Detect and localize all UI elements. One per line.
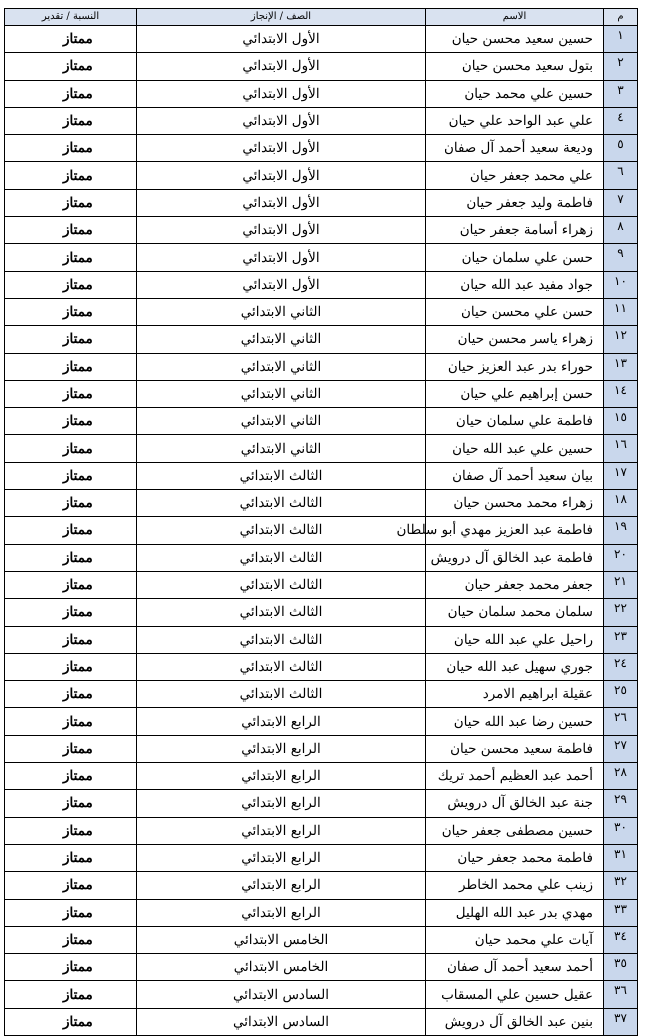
- table-row: [5, 954, 638, 981]
- grade-level: الرابع الابتدائي: [137, 790, 426, 817]
- row-number: ٢٤: [604, 653, 638, 680]
- table-row: [5, 408, 638, 435]
- rating: ممتاز: [5, 271, 137, 298]
- table-body: [5, 26, 638, 1036]
- student-name: حسين رضا عبد الله حيان: [426, 708, 604, 735]
- grade-level: الأول الابتدائي: [137, 135, 426, 162]
- row-number: ١٣: [604, 353, 638, 380]
- row-number: ٣٥: [604, 954, 638, 981]
- table-row: [5, 298, 638, 325]
- students-table: [4, 8, 638, 1036]
- row-number: ٥: [604, 135, 638, 162]
- student-name: حسن إبراهيم علي حيان: [426, 380, 604, 407]
- table-row: [5, 790, 638, 817]
- student-name: أحمد سعيد أحمد آل صفان: [426, 954, 604, 981]
- row-number: ١٢: [604, 326, 638, 353]
- rating: ممتاز: [5, 653, 137, 680]
- grade-level: الأول الابتدائي: [137, 107, 426, 134]
- student-name: حسين علي عبد الله حيان: [426, 435, 604, 462]
- table-row: [5, 626, 638, 653]
- grade-level: الخامس الابتدائي: [137, 954, 426, 981]
- student-name: عقيل حسين علي المسقاب: [426, 981, 604, 1008]
- table-row: [5, 517, 638, 544]
- table-row: [5, 899, 638, 926]
- rating: ممتاز: [5, 80, 137, 107]
- table-row: [5, 217, 638, 244]
- student-name: فاطمة وليد جعفر حيان: [426, 189, 604, 216]
- row-number: ٣٣: [604, 899, 638, 926]
- rating: ممتاز: [5, 26, 137, 53]
- grade-level: الرابع الابتدائي: [137, 844, 426, 871]
- row-number: ٢: [604, 53, 638, 80]
- rating: ممتاز: [5, 926, 137, 953]
- student-name: علي عبد الواحد علي حيان: [426, 107, 604, 134]
- table-row: [5, 544, 638, 571]
- row-number: ١: [604, 26, 638, 53]
- rating: ممتاز: [5, 599, 137, 626]
- rating: ممتاز: [5, 380, 137, 407]
- student-name: زهراء أسامة جعفر حيان: [426, 217, 604, 244]
- table-row: [5, 189, 638, 216]
- grade-level: الثالث الابتدائي: [137, 544, 426, 571]
- row-number: ٢٠: [604, 544, 638, 571]
- rating: ممتاز: [5, 435, 137, 462]
- grade-level: الأول الابتدائي: [137, 217, 426, 244]
- rating: ممتاز: [5, 244, 137, 271]
- grade-level: الثالث الابتدائي: [137, 462, 426, 489]
- table-row: [5, 435, 638, 462]
- table-row: [5, 817, 638, 844]
- grade-level: الثاني الابتدائي: [137, 435, 426, 462]
- grade-level: الأول الابتدائي: [137, 189, 426, 216]
- row-number: ٣٤: [604, 926, 638, 953]
- student-name: حسن علي محسن حيان: [426, 298, 604, 325]
- rating: ممتاز: [5, 954, 137, 981]
- rating: ممتاز: [5, 899, 137, 926]
- rating: ممتاز: [5, 817, 137, 844]
- student-name: فاطمة علي سلمان حيان: [426, 408, 604, 435]
- rating: ممتاز: [5, 517, 137, 544]
- rating: ممتاز: [5, 790, 137, 817]
- grade-level: الرابع الابتدائي: [137, 763, 426, 790]
- rating: ممتاز: [5, 53, 137, 80]
- row-number: ٢٨: [604, 763, 638, 790]
- row-number: ١٧: [604, 462, 638, 489]
- student-name: حوراء بدر عبد العزيز حيان: [426, 353, 604, 380]
- grade-level: السادس الابتدائي: [137, 1008, 426, 1035]
- row-number: ٢٧: [604, 735, 638, 762]
- student-name: زهراء محمد محسن حيان: [426, 490, 604, 517]
- table-row: [5, 763, 638, 790]
- rating: ممتاز: [5, 626, 137, 653]
- rating: ممتاز: [5, 353, 137, 380]
- student-name: فاطمة محمد جعفر حيان: [426, 844, 604, 871]
- rating: ممتاز: [5, 162, 137, 189]
- row-number: ٣٢: [604, 872, 638, 899]
- rating: ممتاز: [5, 189, 137, 216]
- student-name: بنين عبد الخالق آل درويش: [426, 1008, 604, 1035]
- student-name: جعفر محمد جعفر حيان: [426, 571, 604, 598]
- header-row: [5, 9, 638, 26]
- student-name: حسن علي سلمان حيان: [426, 244, 604, 271]
- student-name: حسين علي محمد حيان: [426, 80, 604, 107]
- student-name: حسين سعيد محسن حيان: [426, 26, 604, 53]
- table-row: [5, 162, 638, 189]
- student-name: أحمد عبد العظيم أحمد تريك: [426, 763, 604, 790]
- row-number: ٩: [604, 244, 638, 271]
- table-row: [5, 653, 638, 680]
- student-name: فاطمة سعيد محسن حيان: [426, 735, 604, 762]
- rating: ممتاز: [5, 298, 137, 325]
- row-number: ٢٢: [604, 599, 638, 626]
- table-row: [5, 462, 638, 489]
- table-row: [5, 326, 638, 353]
- table-row: [5, 380, 638, 407]
- grade-level: الثالث الابتدائي: [137, 571, 426, 598]
- grade-level: الرابع الابتدائي: [137, 708, 426, 735]
- grade-level: الثالث الابتدائي: [137, 517, 426, 544]
- table-row: [5, 926, 638, 953]
- row-number: ٤: [604, 107, 638, 134]
- table-row: [5, 681, 638, 708]
- grade-level: الخامس الابتدائي: [137, 926, 426, 953]
- rating: ممتاز: [5, 681, 137, 708]
- rating: ممتاز: [5, 107, 137, 134]
- row-number: ٣٠: [604, 817, 638, 844]
- column-header-grade: الصف / الإنجاز: [137, 9, 426, 26]
- grade-level: الرابع الابتدائي: [137, 899, 426, 926]
- grade-level: الأول الابتدائي: [137, 26, 426, 53]
- student-name: زهراء ياسر محسن حيان: [426, 326, 604, 353]
- row-number: ٨: [604, 217, 638, 244]
- table-row: [5, 571, 638, 598]
- grade-level: الثاني الابتدائي: [137, 326, 426, 353]
- table-row: [5, 107, 638, 134]
- student-name: حسين مصطفى جعفر حيان: [426, 817, 604, 844]
- row-number: ١٠: [604, 271, 638, 298]
- rating: ممتاز: [5, 326, 137, 353]
- rating: ممتاز: [5, 981, 137, 1008]
- student-name: علي محمد جعفر حيان: [426, 162, 604, 189]
- student-name: مهدي بدر عبد الله الهليل: [426, 899, 604, 926]
- grade-level: الأول الابتدائي: [137, 271, 426, 298]
- row-number: ٢٣: [604, 626, 638, 653]
- table-row: [5, 708, 638, 735]
- row-number: ٣: [604, 80, 638, 107]
- student-name: بتول سعيد محسن حيان: [426, 53, 604, 80]
- student-name: جواد مفيد عبد الله حيان: [426, 271, 604, 298]
- column-header-index: م: [604, 9, 638, 26]
- table-row: [5, 353, 638, 380]
- grade-level: الأول الابتدائي: [137, 53, 426, 80]
- student-name: عقيلة ابراهيم الامرد: [426, 681, 604, 708]
- grade-level: الرابع الابتدائي: [137, 872, 426, 899]
- table-row: [5, 53, 638, 80]
- grade-level: الرابع الابتدائي: [137, 817, 426, 844]
- grade-level: الأول الابتدائي: [137, 162, 426, 189]
- rating: ممتاز: [5, 735, 137, 762]
- table-row: [5, 599, 638, 626]
- table-row: [5, 244, 638, 271]
- student-name: آيات علي محمد حيان: [426, 926, 604, 953]
- rating: ممتاز: [5, 217, 137, 244]
- grade-level: الثالث الابتدائي: [137, 626, 426, 653]
- grade-level: الرابع الابتدائي: [137, 735, 426, 762]
- table-row: [5, 981, 638, 1008]
- student-name: فاطمة عبد الخالق آل درويش: [426, 544, 604, 571]
- rating: ممتاز: [5, 490, 137, 517]
- rating: ممتاز: [5, 571, 137, 598]
- table-row: [5, 26, 638, 53]
- row-number: ١٨: [604, 490, 638, 517]
- row-number: ٢١: [604, 571, 638, 598]
- row-number: ١٩: [604, 517, 638, 544]
- grade-level: الثالث الابتدائي: [137, 681, 426, 708]
- grade-level: الثالث الابتدائي: [137, 599, 426, 626]
- student-name: جوري سهيل عبد الله حيان: [426, 653, 604, 680]
- row-number: ٣٦: [604, 981, 638, 1008]
- row-number: ٢٩: [604, 790, 638, 817]
- grade-level: الأول الابتدائي: [137, 244, 426, 271]
- grade-level: الأول الابتدائي: [137, 80, 426, 107]
- row-number: ١٤: [604, 380, 638, 407]
- table-row: [5, 735, 638, 762]
- grade-level: الثالث الابتدائي: [137, 653, 426, 680]
- row-number: ٣٧: [604, 1008, 638, 1035]
- grade-level: الثاني الابتدائي: [137, 408, 426, 435]
- rating: ممتاز: [5, 872, 137, 899]
- table-row: [5, 271, 638, 298]
- table-row: [5, 872, 638, 899]
- row-number: ٢٦: [604, 708, 638, 735]
- table-row: [5, 844, 638, 871]
- row-number: ٢٥: [604, 681, 638, 708]
- table-row: [5, 1008, 638, 1035]
- student-name: راحيل علي عبد الله حيان: [426, 626, 604, 653]
- grade-level: السادس الابتدائي: [137, 981, 426, 1008]
- rating: ممتاز: [5, 135, 137, 162]
- grade-level: الثاني الابتدائي: [137, 353, 426, 380]
- student-name: فاطمة عبد العزيز مهدي أبو سلطان: [426, 517, 604, 544]
- row-number: ١٦: [604, 435, 638, 462]
- rating: ممتاز: [5, 708, 137, 735]
- grade-level: الثالث الابتدائي: [137, 490, 426, 517]
- row-number: ١١: [604, 298, 638, 325]
- rating: ممتاز: [5, 408, 137, 435]
- row-number: ٦: [604, 162, 638, 189]
- rating: ممتاز: [5, 462, 137, 489]
- student-name: جنة عبد الخالق آل درويش: [426, 790, 604, 817]
- column-header-name: الاسم: [426, 9, 604, 26]
- row-number: ١٥: [604, 408, 638, 435]
- student-name: سلمان محمد سلمان حيان: [426, 599, 604, 626]
- table-row: [5, 80, 638, 107]
- rating: ممتاز: [5, 844, 137, 871]
- table-row: [5, 135, 638, 162]
- rating: ممتاز: [5, 1008, 137, 1035]
- grade-level: الثاني الابتدائي: [137, 380, 426, 407]
- column-header-rating: النسبة / تقدير: [5, 9, 137, 26]
- grade-level: الثاني الابتدائي: [137, 298, 426, 325]
- row-number: ٧: [604, 189, 638, 216]
- student-name: بيان سعيد أحمد آل صفان: [426, 462, 604, 489]
- honor-roll-sheet: [5, 8, 638, 1036]
- rating: ممتاز: [5, 544, 137, 571]
- row-number: ٣١: [604, 844, 638, 871]
- student-name: وديعة سعيد أحمد آل صفان: [426, 135, 604, 162]
- rating: ممتاز: [5, 763, 137, 790]
- student-name: زينب علي محمد الخاطر: [426, 872, 604, 899]
- table-row: [5, 490, 638, 517]
